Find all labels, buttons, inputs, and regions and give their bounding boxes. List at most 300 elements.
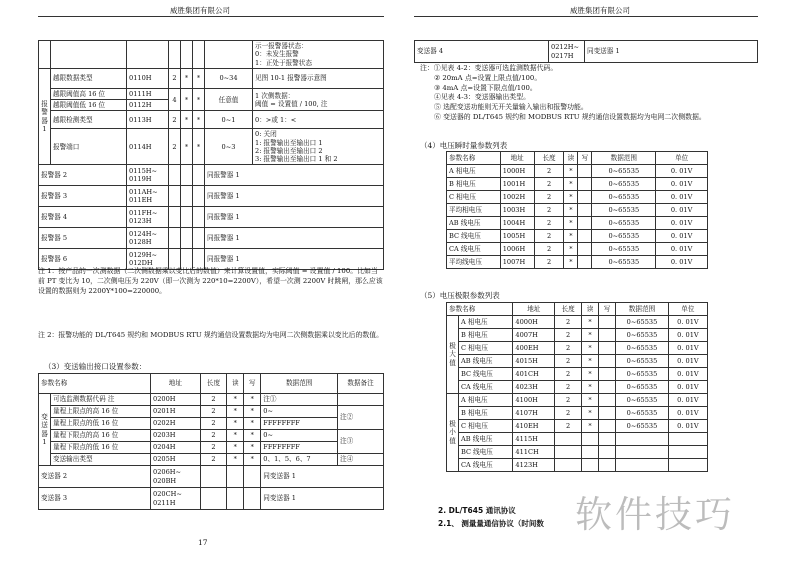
param-r: * bbox=[564, 230, 578, 243]
param-len: 2 bbox=[555, 381, 582, 394]
note-line: ② 20mA 点=设置上限点值/100。 bbox=[434, 73, 542, 82]
header-rule bbox=[38, 16, 384, 17]
param-addr: 4123H bbox=[513, 459, 555, 472]
transmitter-table bbox=[38, 373, 384, 510]
param-len: 2 bbox=[200, 394, 227, 406]
col-header: 写 bbox=[599, 303, 616, 316]
param-addr: 1006H bbox=[500, 243, 534, 256]
param-addr: 0205H bbox=[151, 454, 201, 466]
param-len: 2 bbox=[200, 406, 227, 418]
param-note bbox=[338, 394, 384, 406]
param-w bbox=[578, 217, 592, 230]
transmitter-group-label: 变送器1 bbox=[39, 394, 51, 466]
param-note: 同报警器 1 bbox=[205, 207, 384, 228]
param-addr: 1004H bbox=[500, 217, 534, 230]
voltage-row bbox=[447, 178, 708, 191]
table-cell bbox=[193, 41, 205, 69]
col-header: 读 bbox=[227, 374, 244, 394]
voltage-limit-row bbox=[447, 433, 708, 446]
empty-cell bbox=[169, 165, 181, 186]
alarm-table bbox=[38, 40, 384, 270]
param-len: 2 bbox=[169, 111, 181, 129]
param-read: * bbox=[181, 129, 193, 165]
param-range bbox=[616, 433, 669, 446]
voltage-limit-row bbox=[447, 459, 708, 472]
param-addr: 4000H bbox=[513, 316, 555, 329]
param-name: 变送器 2 bbox=[39, 466, 151, 488]
voltage-row bbox=[447, 243, 708, 256]
param-unit: 0. 01V bbox=[656, 230, 708, 243]
param-len: 2 bbox=[555, 420, 582, 433]
param-r: * bbox=[564, 178, 578, 191]
transmitter-row bbox=[39, 454, 384, 466]
param-unit bbox=[668, 446, 707, 459]
note-line: ⑥ 变送器的 DL/T645 规约和 MODBUS RTU 规约通信设置数据均为电网二次侧数据。 bbox=[434, 112, 706, 121]
param-name: 平均线电压 bbox=[447, 256, 501, 269]
voltage-row bbox=[447, 230, 708, 243]
param-unit: 0. 01V bbox=[668, 420, 707, 433]
param-w bbox=[599, 433, 616, 446]
empty-cell bbox=[181, 207, 193, 228]
param-write: * bbox=[193, 129, 205, 165]
param-len: 2 bbox=[200, 418, 227, 430]
transmitter-row bbox=[415, 41, 758, 63]
col-header: 参数名称 bbox=[447, 303, 513, 316]
param-name: 越限阈值高 16 位 bbox=[51, 89, 127, 100]
param-range: 0~1 bbox=[205, 111, 253, 129]
note-1: 注 1：按产品的一次测数据（二次侧数据乘以变比后的数值）来计算设置值，实际阈值 = 设置值 / 100。比如当前 PT 变比为 10，二次侧电压为 220V（即一次测为 220*10=2200V），希望一次测 2200V 时跳闸，那么应该设置的数据则为 2200Y*100=220000。 bbox=[38, 267, 383, 295]
param-len: 2 bbox=[200, 454, 227, 466]
param-range: 0、1、5、6、7 bbox=[261, 454, 338, 466]
param-w bbox=[599, 368, 616, 381]
param-note: 同报警器 1 bbox=[205, 165, 384, 186]
param-note: 0：>或 1：< bbox=[253, 111, 384, 129]
param-addr: 1007H bbox=[500, 256, 534, 269]
table-cell bbox=[39, 41, 51, 69]
note-line: 注：①见表 4-2：变送器可选监测数据代码。 bbox=[420, 64, 558, 72]
param-unit: 0. 01V bbox=[656, 256, 708, 269]
table-row bbox=[39, 41, 384, 69]
param-range: 0~65535 bbox=[592, 204, 656, 217]
param-range: 0~65535 bbox=[616, 355, 669, 368]
param-addr: 1001H bbox=[500, 178, 534, 191]
param-unit: 0. 01V bbox=[668, 368, 707, 381]
param-addr: 0212H~ 0217H bbox=[549, 41, 585, 63]
alarm-row bbox=[39, 165, 384, 186]
empty-cell bbox=[169, 228, 181, 249]
param-unit bbox=[668, 433, 707, 446]
param-addr: 0129H~ 012DH bbox=[127, 249, 169, 270]
param-len: 4 bbox=[169, 89, 181, 111]
param-write: * bbox=[244, 394, 261, 406]
transmitter-row bbox=[39, 466, 384, 488]
param-write: * bbox=[244, 430, 261, 442]
param-len: 2 bbox=[555, 342, 582, 355]
param-addr: 0200H bbox=[151, 394, 201, 406]
alarm-row bbox=[39, 228, 384, 249]
param-range: 0~65535 bbox=[592, 256, 656, 269]
param-len: 2 bbox=[534, 230, 564, 243]
param-addr: 011AH~ 011EH bbox=[127, 186, 169, 207]
param-w bbox=[578, 165, 592, 178]
empty-cell bbox=[193, 207, 205, 228]
param-range: 0~65535 bbox=[592, 165, 656, 178]
empty-cell bbox=[169, 186, 181, 207]
param-len: 2 bbox=[534, 243, 564, 256]
param-read: * bbox=[181, 89, 193, 111]
param-unit: 0. 01V bbox=[656, 191, 708, 204]
param-note: 注③ bbox=[338, 430, 384, 454]
param-name: 量程上限点的高 16 位 bbox=[51, 406, 151, 418]
param-w bbox=[578, 256, 592, 269]
alarm-row bbox=[39, 69, 384, 89]
param-unit: 0. 01V bbox=[668, 342, 707, 355]
max-group-label: 极大值 bbox=[447, 316, 459, 394]
param-name: 量程上限点的低 16 位 bbox=[51, 418, 151, 430]
param-addr: 0124H~ 0128H bbox=[127, 228, 169, 249]
empty-cell bbox=[181, 186, 193, 207]
empty-cell bbox=[169, 207, 181, 228]
param-w bbox=[599, 329, 616, 342]
param-addr: 0111H bbox=[127, 89, 169, 100]
page-number: 17 bbox=[198, 538, 208, 547]
param-r bbox=[582, 433, 599, 446]
param-unit: 0. 01V bbox=[656, 243, 708, 256]
param-name: CA 线电压 bbox=[459, 381, 513, 394]
param-addr: 1000H bbox=[500, 165, 534, 178]
right-page bbox=[400, 0, 800, 566]
param-name: B 相电压 bbox=[447, 178, 501, 191]
col-header: 数据范围 bbox=[616, 303, 669, 316]
note-line: ④见表 4-3：变送器输出类型。 bbox=[434, 93, 530, 102]
param-addr: 0110H bbox=[127, 69, 169, 89]
param-name: CA 线电压 bbox=[459, 459, 513, 472]
param-range: 0~65535 bbox=[616, 316, 669, 329]
param-len: 2 bbox=[534, 204, 564, 217]
param-r: * bbox=[582, 316, 599, 329]
param-name: B 相电压 bbox=[459, 329, 513, 342]
param-unit: 0. 01V bbox=[668, 355, 707, 368]
param-name: C 相电压 bbox=[459, 420, 513, 433]
voltage-limit-row bbox=[447, 368, 708, 381]
param-name: 报警器 4 bbox=[39, 207, 127, 228]
param-r: * bbox=[564, 217, 578, 230]
param-addr: 0201H bbox=[151, 406, 201, 418]
alarm-row bbox=[39, 111, 384, 129]
param-r: * bbox=[582, 420, 599, 433]
section-3-title: （3）变送输出接口设置参数： bbox=[44, 362, 147, 371]
param-range: FFFFFFFF bbox=[261, 442, 338, 454]
param-len bbox=[555, 459, 582, 472]
param-len: 2 bbox=[200, 430, 227, 442]
empty-cell bbox=[193, 186, 205, 207]
param-range: 0~65535 bbox=[592, 243, 656, 256]
param-w bbox=[578, 243, 592, 256]
param-r bbox=[582, 459, 599, 472]
param-w bbox=[599, 381, 616, 394]
param-w bbox=[578, 204, 592, 217]
voltage-limit-row bbox=[447, 355, 708, 368]
voltage-limit-table bbox=[446, 302, 708, 472]
table-cell bbox=[51, 41, 127, 69]
param-range: 0~65535 bbox=[592, 217, 656, 230]
empty-cell bbox=[181, 165, 193, 186]
param-addr: 011FH~ 0123H bbox=[127, 207, 169, 228]
param-range: 0~65535 bbox=[616, 342, 669, 355]
param-name: 报警器 5 bbox=[39, 228, 127, 249]
param-name: A 相电压 bbox=[459, 316, 513, 329]
param-write: * bbox=[244, 418, 261, 430]
col-header: 数据范围 bbox=[592, 152, 656, 165]
param-read: * bbox=[227, 406, 244, 418]
param-addr: 1002H bbox=[500, 191, 534, 204]
param-len: 2 bbox=[200, 442, 227, 454]
param-r bbox=[582, 446, 599, 459]
param-range: 0~65535 bbox=[616, 407, 669, 420]
param-unit: 0. 01V bbox=[668, 407, 707, 420]
table-header-row bbox=[39, 374, 384, 394]
param-range: 0~65535 bbox=[592, 191, 656, 204]
param-range: 0~65535 bbox=[616, 381, 669, 394]
param-len: 2 bbox=[169, 129, 181, 165]
param-w bbox=[599, 316, 616, 329]
col-header: 地址 bbox=[513, 303, 555, 316]
col-header: 长度 bbox=[534, 152, 564, 165]
param-range bbox=[616, 459, 669, 472]
col-header: 单位 bbox=[668, 303, 707, 316]
col-header: 读 bbox=[582, 303, 599, 316]
param-w bbox=[578, 191, 592, 204]
param-len: 2 bbox=[534, 165, 564, 178]
param-name: 变送输出类型 bbox=[51, 454, 151, 466]
param-name: BC 线电压 bbox=[447, 230, 501, 243]
param-name: 报警器 6 bbox=[39, 249, 127, 270]
alarm-row bbox=[39, 129, 384, 165]
alarm-group-label: 报警器1 bbox=[39, 69, 51, 165]
param-r: * bbox=[582, 394, 599, 407]
param-range: 0~ bbox=[261, 406, 338, 418]
transmitter-4-table bbox=[414, 40, 758, 63]
voltage-instant-table bbox=[446, 151, 708, 269]
param-r: * bbox=[582, 355, 599, 368]
param-read: * bbox=[181, 111, 193, 129]
empty-cell bbox=[181, 228, 193, 249]
param-addr: 4115H bbox=[513, 433, 555, 446]
param-read: * bbox=[181, 69, 193, 89]
table-header-row bbox=[447, 303, 708, 316]
param-unit: 0. 01V bbox=[668, 316, 707, 329]
col-header: 数据范围 bbox=[261, 374, 338, 394]
param-range: FFFFFFFF bbox=[261, 418, 338, 430]
param-read: * bbox=[227, 418, 244, 430]
param-name: CA 线电压 bbox=[447, 243, 501, 256]
voltage-row bbox=[447, 217, 708, 230]
alarm-row bbox=[39, 207, 384, 228]
table-cell bbox=[181, 41, 193, 69]
param-name: 平均相电压 bbox=[447, 204, 501, 217]
param-w bbox=[599, 355, 616, 368]
voltage-limit-row bbox=[447, 446, 708, 459]
param-read: * bbox=[227, 394, 244, 406]
param-addr: 4015H bbox=[513, 355, 555, 368]
param-range: 0~65535 bbox=[616, 394, 669, 407]
param-write: * bbox=[193, 89, 205, 111]
section-4-title: （4）电压瞬时量参数列表 bbox=[420, 141, 508, 150]
param-addr: 4107H bbox=[513, 407, 555, 420]
param-addr: 0115H~ 0119H bbox=[127, 165, 169, 186]
param-unit: 0. 01V bbox=[656, 178, 708, 191]
param-unit: 0. 01V bbox=[668, 381, 707, 394]
param-addr: 4023H bbox=[513, 381, 555, 394]
empty-cell bbox=[227, 488, 244, 510]
param-r: * bbox=[582, 329, 599, 342]
transmitter-row bbox=[39, 488, 384, 510]
table-header-row bbox=[447, 152, 708, 165]
param-read: * bbox=[227, 430, 244, 442]
param-write: * bbox=[244, 442, 261, 454]
param-range: 0~3 bbox=[205, 129, 253, 165]
voltage-row bbox=[447, 191, 708, 204]
param-unit bbox=[668, 459, 707, 472]
param-r: * bbox=[582, 407, 599, 420]
voltage-limit-row bbox=[447, 394, 708, 407]
table-cell bbox=[205, 41, 253, 69]
param-name: BC 线电压 bbox=[459, 368, 513, 381]
param-name: 报警端口 bbox=[51, 129, 127, 165]
param-addr: 0204H bbox=[151, 442, 201, 454]
col-header: 单位 bbox=[656, 152, 708, 165]
param-name: 报警器 2 bbox=[39, 165, 127, 186]
param-w bbox=[599, 342, 616, 355]
param-len: 2 bbox=[555, 329, 582, 342]
param-len: 2 bbox=[555, 394, 582, 407]
empty-cell bbox=[244, 488, 261, 510]
note-2: 注 2：报警功能的 DL/T645 规约和 MODBUS RTU 规约通信设置数据均为电网二次侧数据乘以变比后的数值。 bbox=[38, 331, 384, 339]
col-header: 参数名称 bbox=[447, 152, 501, 165]
param-range bbox=[616, 446, 669, 459]
voltage-limit-row bbox=[447, 420, 708, 433]
param-len bbox=[555, 433, 582, 446]
page-header: 威胜集团有限公司 bbox=[570, 6, 630, 15]
param-r: * bbox=[564, 256, 578, 269]
param-len: 2 bbox=[534, 256, 564, 269]
param-len: 2 bbox=[555, 316, 582, 329]
param-w bbox=[599, 407, 616, 420]
param-addr: 411CH bbox=[513, 446, 555, 459]
param-range: 0~65535 bbox=[616, 420, 669, 433]
param-write: * bbox=[244, 454, 261, 466]
note-line: ③ 4mA 点=设置下限点值/100。 bbox=[434, 83, 537, 92]
param-addr: 4007H bbox=[513, 329, 555, 342]
param-w bbox=[599, 446, 616, 459]
watermark: 软件技巧 bbox=[575, 493, 735, 536]
voltage-limit-row bbox=[447, 329, 708, 342]
param-note: 同报警器 1 bbox=[205, 228, 384, 249]
table-cell bbox=[169, 41, 181, 69]
param-addr: 400EH bbox=[513, 342, 555, 355]
param-addr: 1003H bbox=[500, 204, 534, 217]
param-range: 0~ bbox=[261, 430, 338, 442]
voltage-row bbox=[447, 204, 708, 217]
param-len: 2 bbox=[555, 355, 582, 368]
param-note: 同报警器 1 bbox=[205, 186, 384, 207]
empty-cell bbox=[200, 466, 227, 488]
empty-cell bbox=[244, 466, 261, 488]
voltage-limit-row bbox=[447, 342, 708, 355]
param-len: 2 bbox=[169, 69, 181, 89]
param-r: * bbox=[582, 342, 599, 355]
param-addr: 401CH bbox=[513, 368, 555, 381]
header-rule bbox=[414, 16, 758, 17]
param-unit: 0. 01V bbox=[668, 329, 707, 342]
alarm-row bbox=[39, 186, 384, 207]
param-note: 同变送器 1 bbox=[585, 41, 758, 63]
param-len: 2 bbox=[534, 217, 564, 230]
voltage-limit-row bbox=[447, 407, 708, 420]
transmitter-row bbox=[39, 406, 384, 418]
param-name: 量程下限点的低 16 位 bbox=[51, 442, 151, 454]
transmitter-row bbox=[39, 418, 384, 430]
param-len: 2 bbox=[555, 407, 582, 420]
param-unit: 0. 01V bbox=[656, 204, 708, 217]
param-note: 同报警器 1 bbox=[205, 249, 384, 270]
param-r: * bbox=[564, 165, 578, 178]
empty-cell bbox=[200, 488, 227, 510]
param-len: 2 bbox=[534, 178, 564, 191]
param-note: 0: 关闭 1: 报警输出至输出口 1 2: 报警输出至输出口 2 3: 报警输出至输出口 1 和 2 bbox=[253, 129, 384, 165]
param-note: 注② bbox=[338, 406, 384, 430]
alarm-status-note: 示一报警器状态： 0：未发生报警 1：正处于报警状态 bbox=[253, 41, 384, 69]
col-header: 地址 bbox=[151, 374, 201, 394]
param-note: 1 次侧数据： 阈值 = 设置值 / 100, 注 bbox=[253, 89, 384, 111]
param-len: 2 bbox=[534, 191, 564, 204]
param-r: * bbox=[564, 243, 578, 256]
param-name: BC 线电压 bbox=[459, 446, 513, 459]
param-name: 越限数据类型 bbox=[51, 69, 127, 89]
param-note: 同变送器 1 bbox=[261, 488, 384, 510]
param-name: C 相电压 bbox=[447, 191, 501, 204]
param-name: AB 线电压 bbox=[447, 217, 501, 230]
param-name: A 相电压 bbox=[447, 165, 501, 178]
param-range: 0~34 bbox=[205, 69, 253, 89]
param-name: 报警器 3 bbox=[39, 186, 127, 207]
param-name: 量程下限点的高 16 位 bbox=[51, 430, 151, 442]
col-header: 写 bbox=[578, 152, 592, 165]
param-addr: 4100H bbox=[513, 394, 555, 407]
param-len: 2 bbox=[555, 368, 582, 381]
param-unit: 0. 01V bbox=[668, 394, 707, 407]
transmitter-row bbox=[39, 442, 384, 454]
alarm-row bbox=[39, 89, 384, 100]
empty-cell bbox=[227, 466, 244, 488]
param-range: 任意值 bbox=[205, 89, 253, 111]
notes-block bbox=[420, 64, 760, 123]
param-unit: 0. 01V bbox=[656, 217, 708, 230]
param-addr: 0113H bbox=[127, 111, 169, 129]
param-w bbox=[599, 394, 616, 407]
param-range: 0~65535 bbox=[616, 368, 669, 381]
param-w bbox=[599, 459, 616, 472]
transmitter-row bbox=[39, 394, 384, 406]
param-w bbox=[578, 178, 592, 191]
param-name: 变送器 3 bbox=[39, 488, 151, 510]
voltage-row bbox=[447, 256, 708, 269]
voltage-limit-row bbox=[447, 316, 708, 329]
param-write: * bbox=[244, 406, 261, 418]
param-name: AB 线电压 bbox=[459, 355, 513, 368]
col-header: 长度 bbox=[200, 374, 227, 394]
heading-2-1: 2.1、 测量量通信协议（时间数 bbox=[438, 519, 544, 528]
